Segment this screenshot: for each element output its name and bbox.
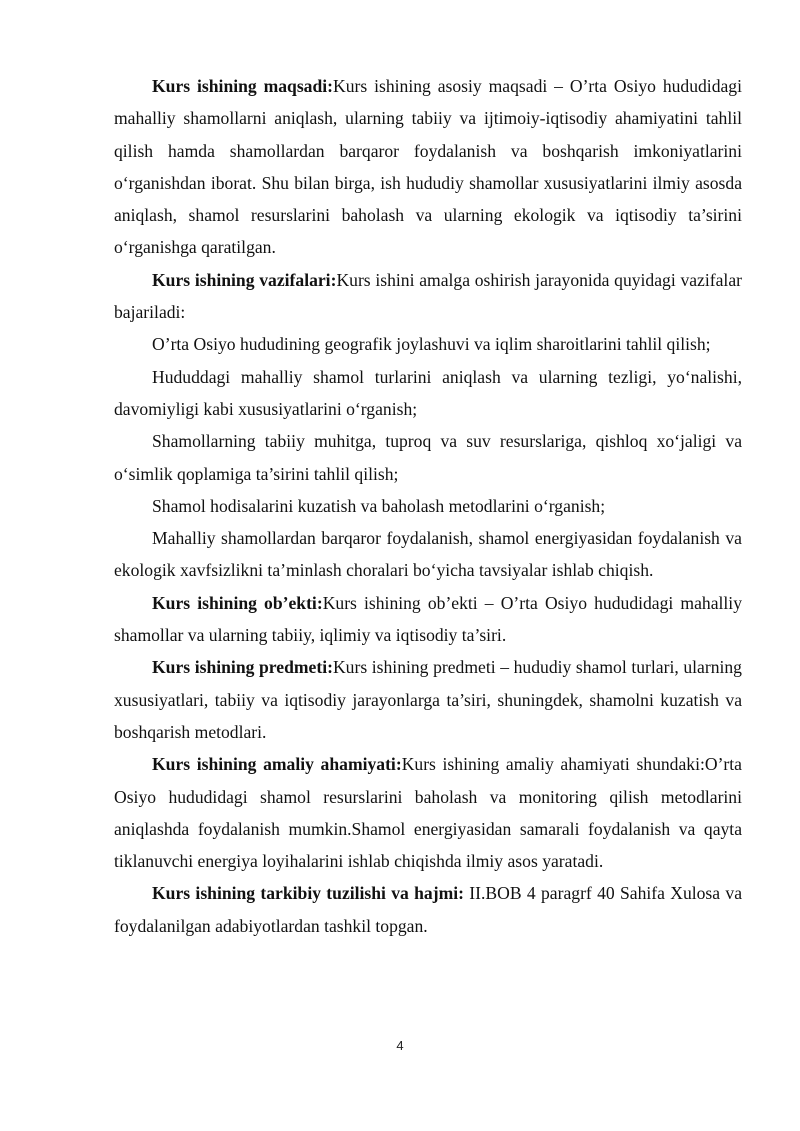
text-subject: Kurs ishining predmeti – hududiy shamol turlari, ularning xususiyatlari, tabiiy va iqtisodiy jarayonlarga ta’siri, shuningdek, shamolni kuzatish va boshqarish metodlari. bbox=[114, 657, 742, 742]
heading-structure: Kurs ishining tarkibiy tuzilishi va hajmi: bbox=[152, 883, 464, 904]
text-structure: II.BOB 4 paragrf 40 Sahifa Xulosa va foydalanilgan adabiyotlardan tashkil topgan. bbox=[114, 883, 742, 936]
text-task-2: Hududdagi mahalliy shamol turlarini aniqlash va ularning tezligi, yoʻnalishi, davomiyligi kabi xususiyatlarini oʻrganish; bbox=[114, 366, 742, 419]
paragraph-tasks bbox=[114, 264, 742, 329]
page-number: 4 bbox=[396, 1038, 404, 1053]
paragraph-structure bbox=[114, 877, 742, 942]
heading-subject: Kurs ishining predmeti: bbox=[152, 657, 333, 678]
heading-practical: Kurs ishining amaliy ahamiyati: bbox=[152, 754, 402, 775]
document-body bbox=[114, 70, 742, 942]
paragraph-goal bbox=[114, 70, 742, 264]
text-task-4: Shamol hodisalarini kuzatish va baholash metodlarini oʻrganish; bbox=[152, 495, 606, 516]
heading-object: Kurs ishining ob’ekti: bbox=[152, 592, 323, 613]
heading-tasks: Kurs ishining vazifalari: bbox=[152, 269, 337, 290]
paragraph-practical bbox=[114, 748, 742, 877]
paragraph-task-4 bbox=[114, 490, 742, 522]
text-tasks: Kurs ishini amalga oshirish jarayonida quyidagi vazifalar bajariladi: bbox=[114, 269, 742, 323]
text-object: Kurs ishining ob’ekti – O’rta Osiyo hududidagi mahalliy shamollar va ularning tabiiy, iqlimiy va iqtisodiy ta’siri. bbox=[114, 592, 742, 646]
heading-goal: Kurs ishining maqsadi: bbox=[152, 76, 334, 96]
paragraph-task-2 bbox=[114, 361, 742, 426]
text-task-1: O’rta Osiyo hududining geografik joylashuvi va iqlim sharoitlarini tahlil qilish; bbox=[152, 334, 711, 355]
paragraph-object bbox=[114, 587, 742, 652]
paragraph-task-3 bbox=[114, 425, 742, 490]
text-goal: Kurs ishining asosiy maqsadi – O’rta Osiyo hududidagi mahalliy shamollarni aniqlash, ularning tabiiy va ijtimoiy-iqtisodiy ahamiyatini tahlil qilish hamda shamollardan barqaror foydalanish va boshqarish imkoniyatlarini oʻrganishdan iborat. Shu bilan birga, ish hududiy shamollar xususiyatlarini ilmiy asosda aniqlash, shamol resurslarini baholash va ularning ekologik va iqtisodiy ta’sirini oʻrganishga qaratilgan. bbox=[114, 76, 742, 258]
text-task-5: Mahalliy shamollardan barqaror foydalanish, shamol energiyasidan foydalanish va ekologik xavfsizlikni ta’minlash choralari boʻyicha tavsiyalar ishlab chiqish. bbox=[114, 528, 742, 581]
paragraph-subject bbox=[114, 651, 742, 748]
paragraph-task-1 bbox=[114, 328, 742, 360]
text-practical: Kurs ishining amaliy ahamiyati shundaki:O’rta Osiyo hududidagi shamol resurslarini baholash va monitoring qilish metodlarini aniqlashda foydalanish mumkin.Shamol energiyasidan samarali foydalanish va qayta tiklanuvchi energiya loyihalarini ishlab chiqishda ilmiy asos yaratadi. bbox=[114, 754, 742, 872]
text-task-3: Shamollarning tabiiy muhitga, tuproq va suv resurslariga, qishloq xoʻjaligi va oʻsimlik qoplamiga ta’sirini tahlil qilish; bbox=[114, 431, 742, 484]
paragraph-task-5 bbox=[114, 522, 742, 587]
